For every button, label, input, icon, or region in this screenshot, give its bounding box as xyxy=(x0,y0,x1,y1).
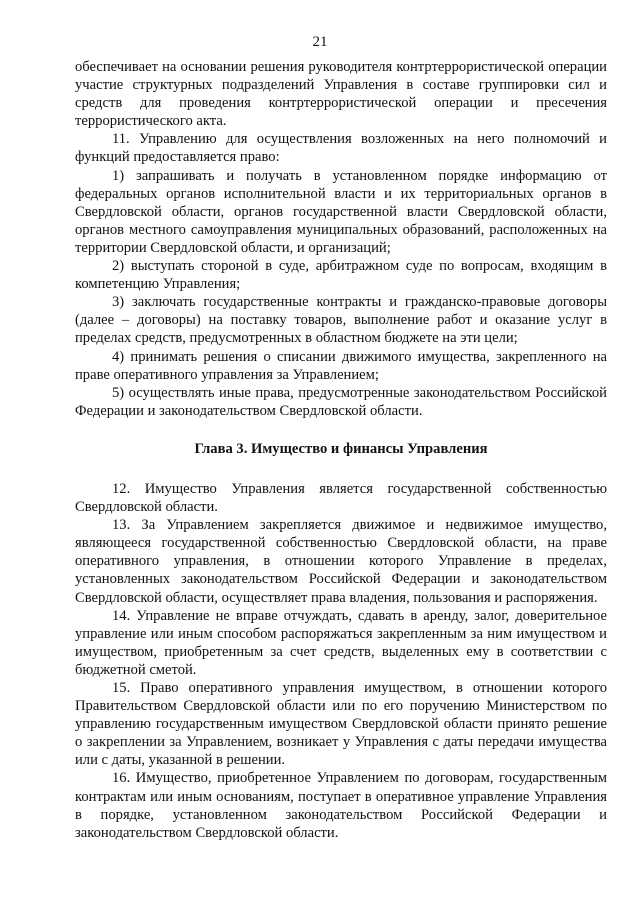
paragraph: обеспечивает на основании решения руководителя контртеррористической операции участие структурных подразделений Управления в составе группировки сил и средств для проведения контртеррористической операции и пресечения террористического акта. xyxy=(75,59,607,130)
chapter-heading: Глава 3. Имущество и финансы Управления xyxy=(194,440,488,457)
paragraph: 2) выступать стороной в суде, арбитражном суде по вопросам, входящим в компетенцию Управления; xyxy=(75,258,607,293)
paragraph: 13. За Управлением закрепляется движимое и недвижимое имущество, являющееся государственной собственностью Свердловской области, на праве оперативного управления, в отношении которого Управление в пределах, установленных законодательством Российской Федерации и законодательством Свердловской области, осуществляет права владения, пользования и распоряжения. xyxy=(75,517,607,606)
document-body xyxy=(75,58,607,842)
paragraph: 14. Управление не вправе отчуждать, сдавать в аренду, залог, доверительное управление или иным способом распоряжаться закрепленным за ним имуществом и имуществом, приобретенным за счет средств, выделенных ему в соответствии с бюджетной сметой. xyxy=(75,607,607,678)
paragraph: 15. Право оперативного управления имуществом, в отношении которого Правительством Свердловской области или по его поручению Министерством по управлению государственным имуществом Свердловской области принято решение о закреплении за Управлением, возникает у Управления с даты передачи имущества или с даты, указанной в решении. xyxy=(75,680,607,769)
paragraph: 11. Управлению для осуществления возложенных на него полномочий и функций предоставляется право: xyxy=(75,131,607,166)
page-number: 21 xyxy=(312,34,328,50)
paragraph: 1) запрашивать и получать в установленном порядке информацию от федеральных органов исполнительной власти и их территориальных органов в Свердловской области, органов государственной власти Свердловской области, органов местного самоуправления муниципальных образований, расположенных на территории Свердловской области, и организаций; xyxy=(75,167,607,256)
paragraph: 5) осуществлять иные права, предусмотренные законодательством Российской Федерации и законодательством Свердловской области. xyxy=(75,384,607,419)
paragraph: 4) принимать решения о списании движимого имущества, закрепленного на праве оперативного управления за Управлением; xyxy=(75,348,607,383)
paragraph: 12. Имущество Управления является государственной собственностью Свердловской области. xyxy=(75,480,607,516)
paragraph: 3) заключать государственные контракты и гражданско-правовые договоры (далее – договоры) на поставку товаров, выполнение работ и оказание услуг в пределах средств, предусмотренных в областном бюджете на эти цели; xyxy=(75,294,607,347)
paragraph: 16. Имущество, приобретенное Управлением по договорам, государственным контрактам или иным основаниям, поступает в оперативное управление Управления в порядке, установленном законодательством Российской Федерации и законодательством Свердловской области. xyxy=(75,770,607,841)
